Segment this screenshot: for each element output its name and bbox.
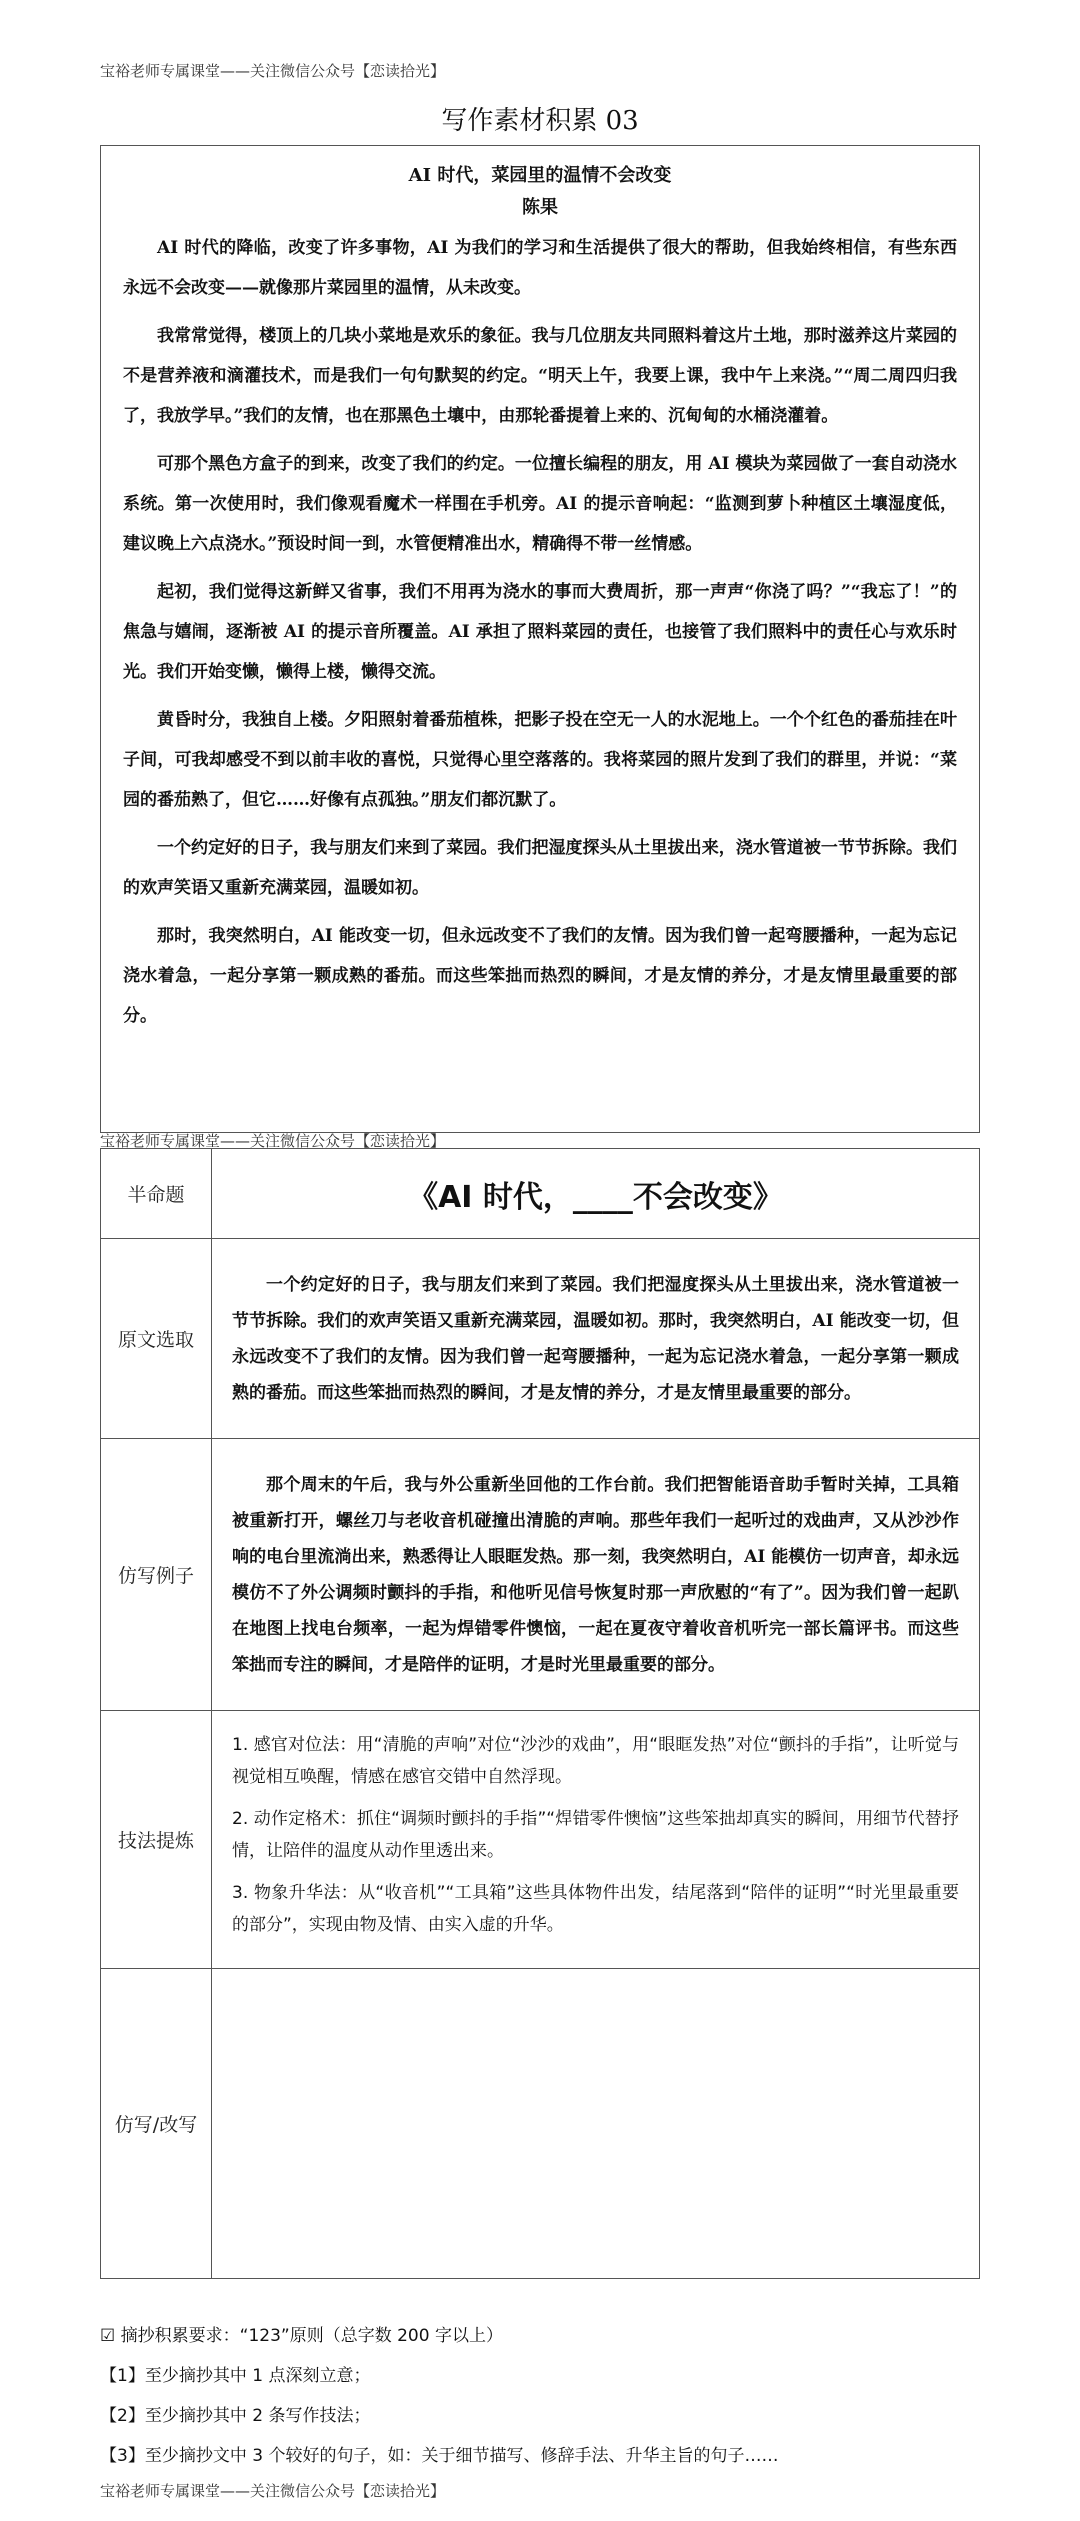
table-row xyxy=(101,1711,980,1969)
requirement-line: 【2】至少摘抄其中 2 条写作技法； xyxy=(100,2406,371,2426)
table-row xyxy=(101,1239,980,1439)
header-note-middle: 宝裕老师专属课堂——关注微信公众号【恋读拾光】 xyxy=(100,1132,446,1150)
article-author: 陈果 xyxy=(522,197,558,218)
article-paragraph: 那时，我突然明白，AI 能改变一切，但永远改变不了我们的友情。因为我们曾一起弯腰播种，一起为忘记浇水着急，一起分享第一颗成熟的番茄。而这些笨拙而热烈的瞬间，才是友情的养分，才是友情里最重要的部分。 xyxy=(123,926,957,1026)
excerpt-cell xyxy=(212,1239,980,1439)
technique-item: 3. 物象升华法：从“收音机”“工具箱”这些具体物件出发，结尾落到“陪伴的证明”“时光里最重要的部分”，实现由物及情、由实入虚的升华。 xyxy=(232,1882,959,1935)
article-paragraph: 可那个黑色方盒子的到来，改变了我们的约定。一位擅长编程的朋友，用 AI 模块为菜园做了一套自动浇水系统。第一次使用时，我们像观看魔术一样围在手机旁。AI 的提示音响起：“监测到萝卜种植区土壤湿度低，建议晚上六点浇水。”预设时间一到，水管便精准出水，精确得不带一丝情感。 xyxy=(123,454,957,554)
article-paragraph: AI 时代的降临，改变了许多事物，AI 为我们的学习和生活提供了很大的帮助，但我始终相信，有些东西永远不会改变——就像那片菜园里的温情，从未改变。 xyxy=(123,238,957,298)
article-paragraph: 一个约定好的日子，我与朋友们来到了菜园。我们把湿度探头从土里拔出来，浇水管道被一节节拆除。我们的欢声笑语又重新充满菜园，温暖如初。 xyxy=(123,838,957,898)
technique-item: 2. 动作定格术：抓住“调频时颤抖的手指”“焊错零件懊恼”这些笨拙却真实的瞬间，用细节代替抒情，让陪伴的温度从动作里透出来。 xyxy=(232,1808,959,1861)
row-label: 半命题 xyxy=(101,1149,212,1239)
example-text: 那个周末的午后，我与外公重新坐回他的工作台前。我们把智能语音助手暂时关掉，工具箱被重新打开，螺丝刀与老收音机碰撞出清脆的声响。那些年我们一起听过的戏曲声，又从沙沙作响的电台里流淌出来，熟悉得让人眼眶发热。那一刻，我突然明白，AI 能模仿一切声音，却永远模仿不了外公调频时颤抖的手指，和他听见信号恢复时那一声欣慰的“有了”。因为我们曾一起趴在地图上找电台频率，一起为焊错零件懊恼，一起在夏夜守着收音机听完一部长篇评书。而这些笨拙而专注的瞬间，才是陪伴的证明，才是时光里最重要的部分。 xyxy=(232,1474,959,1675)
article-paragraph: 我常常觉得，楼顶上的几块小菜地是欢乐的象征。我与几位朋友共同照料着这片土地，那时滋养这片菜园的不是营养液和滴灌技术，而是我们一句句默契的约定。“明天上午，我要上课，我中午上来浇。”“周二周四归我了，我放学早。”我们的友情，也在那黑色土壤中，由那轮番提着上来的、沉甸甸的水桶浇灌着。 xyxy=(123,326,957,426)
lesson-table xyxy=(100,1148,980,2279)
requirement-line: ☑ 摘抄积累要求：“123”原则（总字数 200 字以上） xyxy=(100,2326,503,2346)
table-row xyxy=(101,1149,980,1239)
example-cell xyxy=(212,1439,980,1711)
row-label: 仿写/改写 xyxy=(101,1969,212,2279)
header-note-top: 宝裕老师专属课堂——关注微信公众号【恋读拾光】 xyxy=(100,62,446,80)
requirement-line: 【1】至少摘抄其中 1 点深刻立意； xyxy=(100,2366,371,2386)
article-paragraph: 黄昏时分，我独自上楼。夕阳照射着番茄植株，把影子投在空无一人的水泥地上。一个个红色的番茄挂在叶子间，可我却感受不到以前丰收的喜悦，只觉得心里空落落的。我将菜园的照片发到了我们的群里，并说：“菜园的番茄熟了，但它……好像有点孤独。”朋友们都沉默了。 xyxy=(123,710,957,810)
writing-area[interactable] xyxy=(212,1969,980,2279)
page-title: 写作素材积累 03 xyxy=(441,106,639,136)
article-title: AI 时代，菜园里的温情不会改变 xyxy=(408,165,672,186)
article-box xyxy=(100,145,980,1133)
prompt-cell xyxy=(212,1149,980,1239)
requirement-line: 【3】至少摘抄文中 3 个较好的句子，如：关于细节描写、修辞手法、升华主旨的句子…… xyxy=(100,2446,779,2466)
technique-item: 1. 感官对位法：用“清脆的声响”对位“沙沙的戏曲”，用“眼眶发热”对位“颤抖的手指”，让听觉与视觉相互唤醒，情感在感官交错中自然浮现。 xyxy=(232,1734,959,1787)
table-row xyxy=(101,1439,980,1711)
row-label: 技法提炼 xyxy=(101,1711,212,1969)
requirements xyxy=(100,2316,980,2476)
row-label: 仿写例子 xyxy=(101,1439,212,1711)
header-note-bottom: 宝裕老师专属课堂——关注微信公众号【恋读拾光】 xyxy=(100,2482,446,2500)
article-paragraph: 起初，我们觉得这新鲜又省事，我们不用再为浇水的事而大费周折，那一声声“你浇了吗？”“我忘了！”的焦急与嬉闹，逐渐被 AI 的提示音所覆盖。AI 承担了照料菜园的责任，也接管了我们照料中的责任心与欢乐时光。我们开始变懒，懒得上楼，懒得交流。 xyxy=(123,582,957,682)
technique-cell xyxy=(212,1711,980,1969)
row-label: 原文选取 xyxy=(101,1239,212,1439)
prompt-title: 《AI 时代，____不会改变》 xyxy=(408,1179,783,1215)
table-row xyxy=(101,1969,980,2279)
excerpt-text: 一个约定好的日子，我与朋友们来到了菜园。我们把湿度探头从土里拔出来，浇水管道被一节节拆除。我们的欢声笑语又重新充满菜园，温暖如初。那时，我突然明白，AI 能改变一切，但永远改变不了我们的友情。因为我们曾一起弯腰播种，一起为忘记浇水着急，一起分享第一颗成熟的番茄。而这些笨拙而热烈的瞬间，才是友情的养分，才是友情里最重要的部分。 xyxy=(232,1274,959,1403)
